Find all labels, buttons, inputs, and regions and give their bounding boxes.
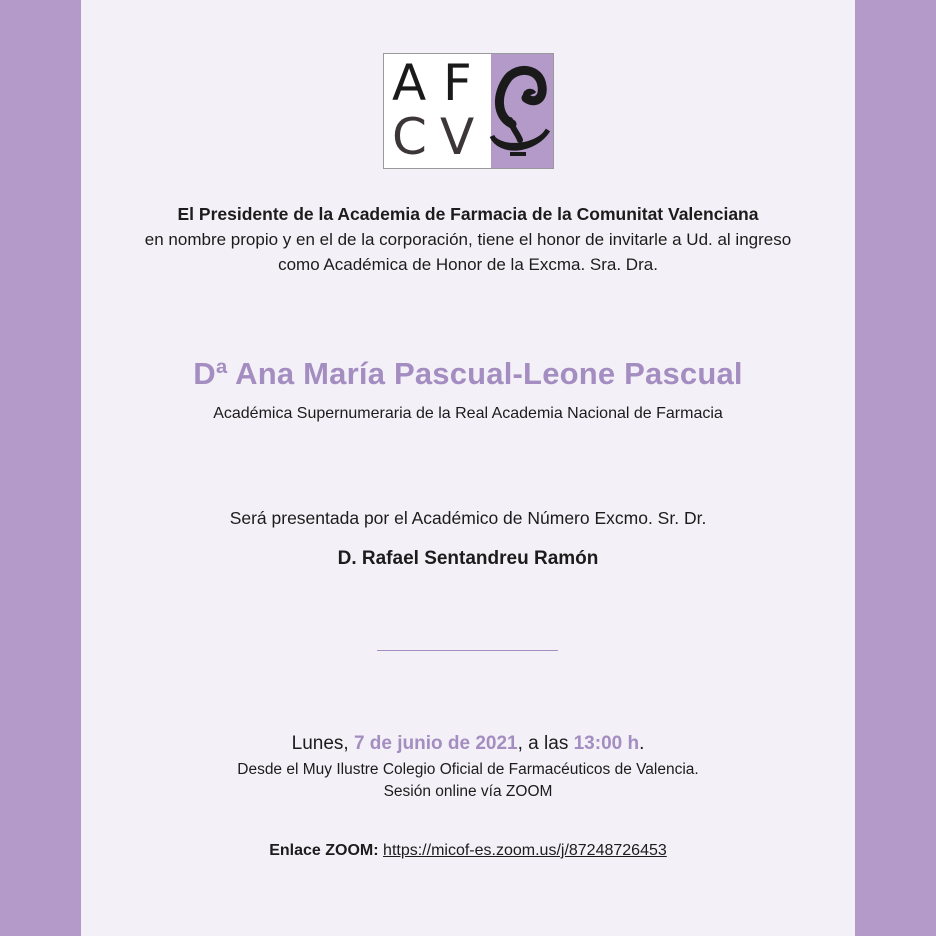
venue-line: Desde el Muy Ilustre Colegio Oficial de Farmacéuticos de Valencia. (237, 761, 699, 778)
event-venue (81, 759, 855, 803)
event-day: Lunes, (291, 733, 349, 754)
logo-letter-v: V (440, 108, 475, 166)
intro-line-2: en nombre propio y en el de la corporación, tiene el honor de invitarle a Ud. al ingreso (144, 230, 792, 249)
event-date-line (81, 733, 855, 755)
intro-heading: El Presidente de la Academia de Farmacia de la Comunitat Valenciana (177, 204, 759, 224)
event-time: 13:00 h (573, 733, 640, 754)
invitation-card (81, 0, 855, 936)
event-end: . (639, 733, 645, 754)
presentation-text: Será presentada por el Académico de Número Excmo. Sr. Dr. (229, 508, 707, 528)
zoom-label: Enlace ZOOM: (269, 842, 379, 859)
zoom-link-line (81, 842, 855, 860)
divider (377, 650, 558, 651)
serpent-bowl-icon (384, 54, 553, 168)
honoree-title: Académica Supernumeraria de la Real Academia Nacional de Farmacia (213, 405, 723, 422)
zoom-link[interactable]: https://micof-es.zoom.us/j/87248726453 (383, 842, 667, 859)
event-date: 7 de junio de 2021 (353, 733, 518, 754)
logo-letter-c: C (392, 108, 427, 166)
session-mode: Sesión online vía ZOOM (383, 783, 553, 800)
logo-letter-f: F (443, 54, 472, 112)
event-at: , a las (517, 733, 569, 754)
logo-letter-a: A (392, 54, 427, 112)
presenter-name: D. Rafael Sentandreu Ramón (337, 548, 599, 569)
afcv-logo (383, 53, 554, 169)
intro-line-3: como Académica de Honor de la Excma. Sra. Dra. (278, 255, 658, 274)
intro-text (81, 202, 855, 277)
honoree-name: Dª Ana María Pascual-Leone Pascual (193, 356, 743, 391)
